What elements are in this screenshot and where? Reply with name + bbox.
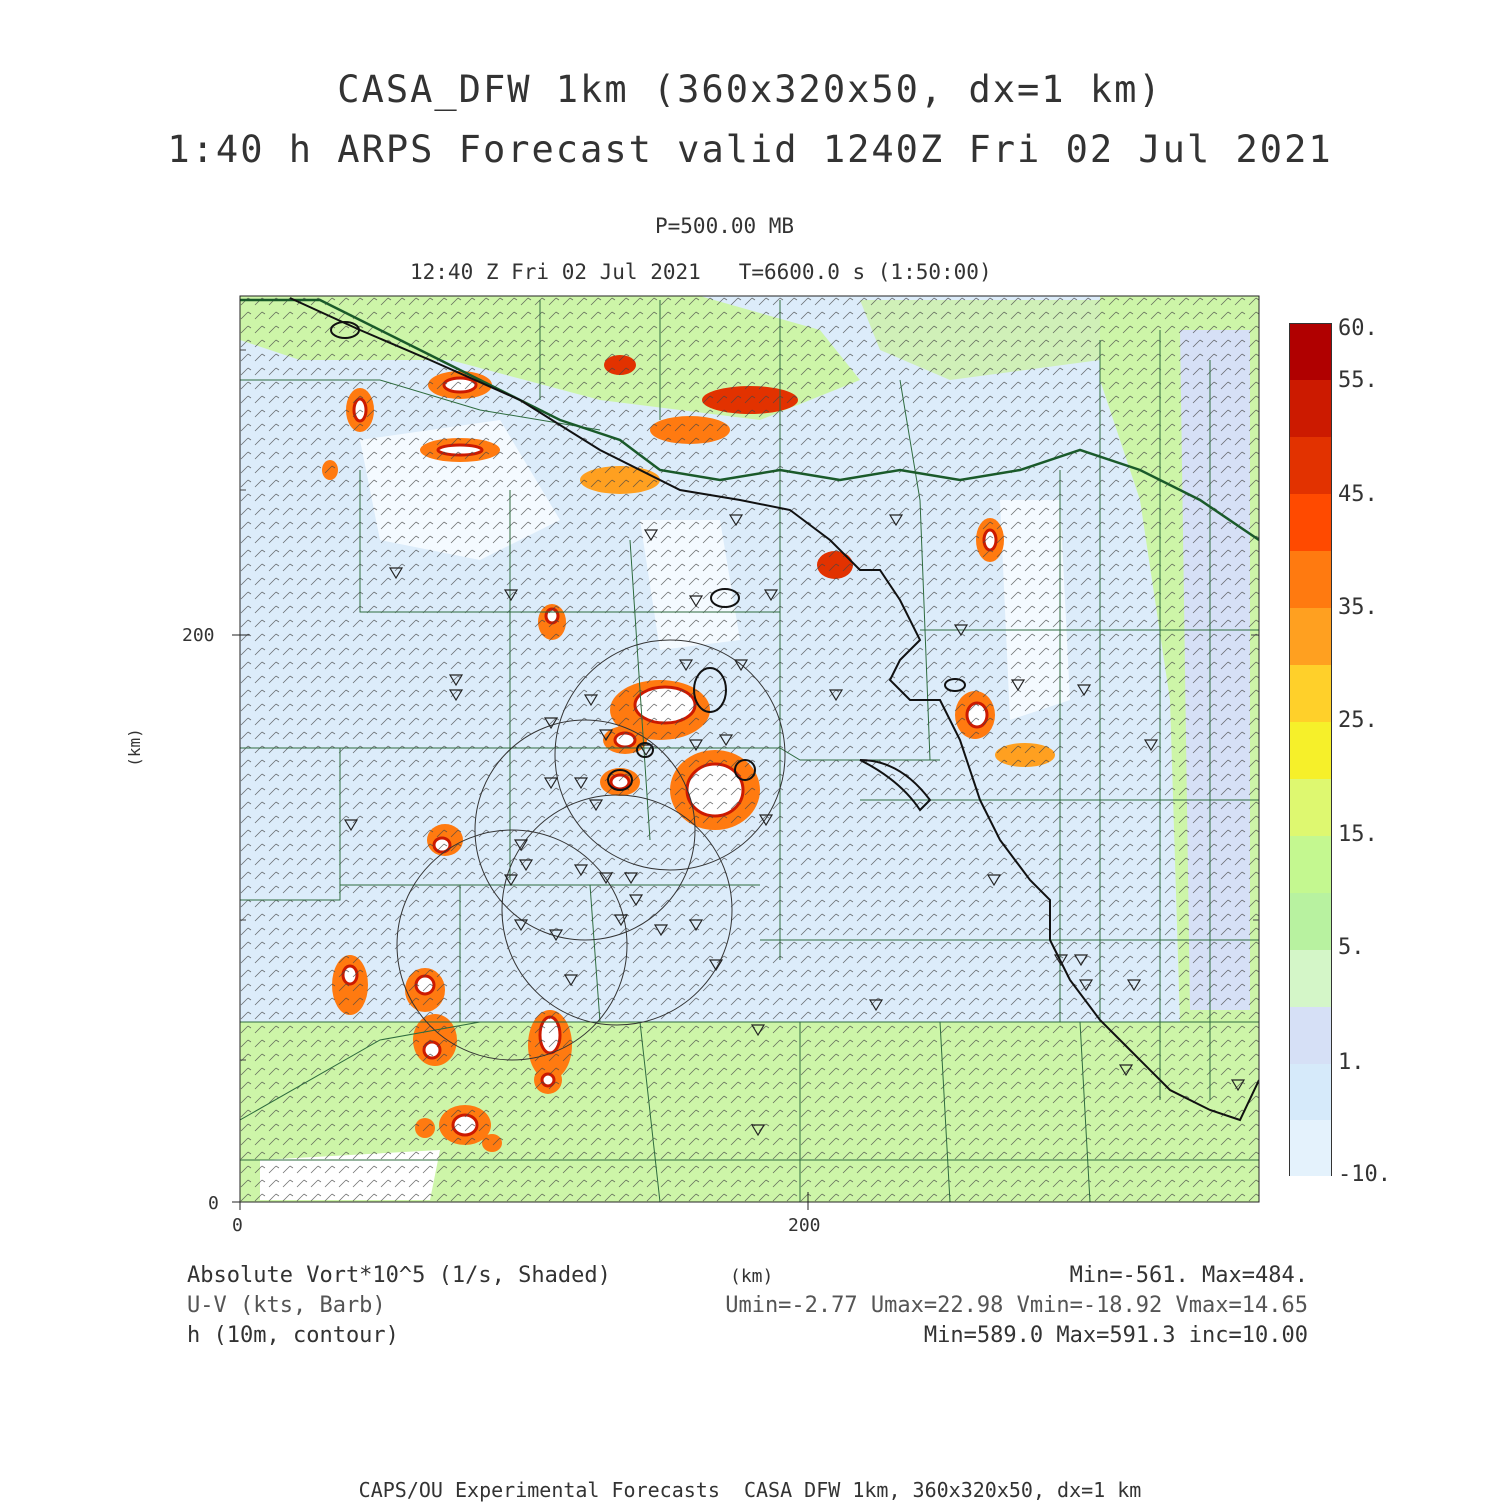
- legend-field-vorticity: Absolute Vort*10^5 (1/s, Shaded): [187, 1263, 611, 1288]
- colorbar-bin-5: [1290, 551, 1331, 608]
- legend-stats-vorticity: Min=-561. Max=484.: [1069, 1263, 1308, 1288]
- legend-field-wind: U-V (kts, Barb): [187, 1293, 386, 1318]
- colorbar-bin-11: [1290, 893, 1331, 950]
- colorbar-bin-1: [1290, 324, 1331, 380]
- colorbar-bin-12: [1290, 950, 1331, 1007]
- colorbar-label-minus10: -10.: [1338, 1162, 1391, 1187]
- colorbar-bin-4: [1290, 494, 1331, 551]
- y-tick-0: 0: [208, 1193, 219, 1214]
- footer-credit: CAPS/OU Experimental Forecasts CASA DFW 1km, 360x320x50, dx=1 km: [358, 1478, 1142, 1502]
- wind-barbs: [240, 296, 1259, 1202]
- colorbar-bin-7: [1290, 665, 1331, 722]
- y-tick-200: 200: [182, 625, 215, 646]
- colorbar-bin-10: [1290, 836, 1331, 893]
- y-axis-label: (km): [124, 728, 144, 767]
- legend-stats-height: Min=589.0 Max=591.3 inc=10.00: [923, 1323, 1308, 1348]
- colorbar-label-45: 45.: [1338, 482, 1378, 507]
- colorbar-bin-9: [1290, 779, 1331, 836]
- x-tick-200: 200: [788, 1215, 821, 1236]
- colorbar-bin-2: [1290, 380, 1331, 437]
- legend-field-height: h (10m, contour): [187, 1323, 399, 1348]
- colorbar-bin-3: [1290, 437, 1331, 494]
- colorbar-bin-13: [1290, 1007, 1331, 1064]
- x-tick-0: 0: [232, 1215, 243, 1236]
- colorbar-bin-6: [1290, 608, 1331, 665]
- x-axis-label: (km): [730, 1266, 774, 1287]
- colorbar-bin-15: [1290, 1120, 1331, 1176]
- colorbar-bin-14: [1290, 1064, 1331, 1120]
- legend-stats-wind: Umin=-2.77 Umax=22.98 Vmin=-18.92 Vmax=14.65: [725, 1293, 1308, 1318]
- title-line-1: CASA_DFW 1km (360x320x50, dx=1 km): [337, 68, 1163, 111]
- title-line-2: 1:40 h ARPS Forecast valid 1240Z Fri 02 Jul 2021: [167, 128, 1333, 171]
- valid-time: 12:40 Z Fri 02 Jul 2021 T=6600.0 s (1:50:00): [410, 260, 992, 284]
- colorbar-bin-8: [1290, 722, 1331, 779]
- colorbar-label-55: 55.: [1338, 368, 1378, 393]
- colorbar-label-15: 15.: [1338, 822, 1378, 847]
- colorbar-label-25: 25.: [1338, 708, 1378, 733]
- colorbar-label-1: 1.: [1338, 1050, 1365, 1075]
- colorbar-label-5: 5.: [1338, 935, 1365, 960]
- colorbar-label-60: 60.: [1338, 316, 1378, 341]
- colorbar: [1289, 323, 1332, 1176]
- colorbar-label-35: 35.: [1338, 595, 1378, 620]
- pressure-level: P=500.00 MB: [655, 214, 795, 238]
